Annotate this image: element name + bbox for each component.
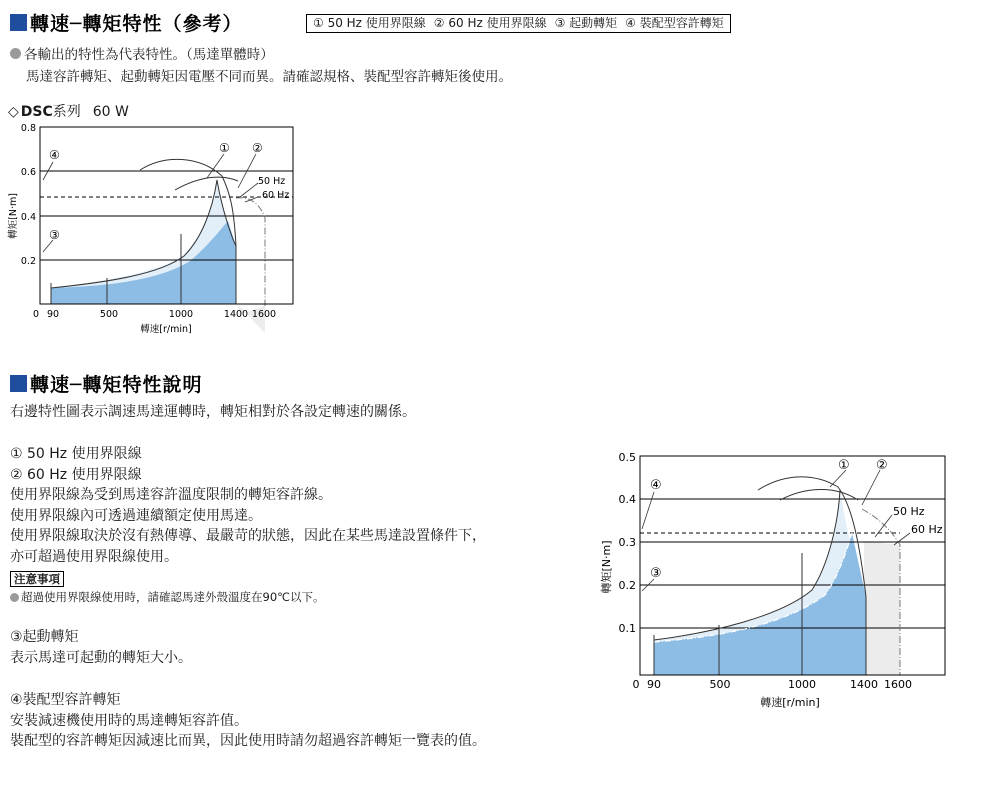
legend-box — [306, 14, 731, 33]
small-callout-3: ③ — [49, 228, 60, 242]
large-chart-plot — [640, 456, 945, 675]
large-curve-2 — [780, 489, 858, 500]
large-callout-2: ② — [876, 458, 888, 473]
large-label-60hz: 60 Hz — [911, 523, 943, 536]
title-square-icon — [10, 375, 27, 392]
large-x-tick-1000: 1000 — [788, 678, 816, 691]
small-leader-60hz — [245, 197, 258, 202]
small-x-tick-1000: 1000 — [168, 309, 194, 320]
start-torque-block — [10, 627, 192, 668]
large-y-tick-04: 0.4 — [618, 493, 636, 506]
small-x-tick-1400: 1400 — [223, 309, 249, 320]
large-x-axis-label: 轉速[r/min] — [760, 696, 820, 709]
gearhead-desc-1: 安裝減速機使用時的馬達轉矩容許值。 — [10, 712, 248, 729]
large-y-tick-02: 0.2 — [618, 579, 636, 592]
small-chart-plot — [40, 127, 293, 333]
small-x-axis-label: 轉速[r/min] — [140, 324, 192, 335]
section-title-characteristics — [10, 9, 242, 36]
limit-desc-2: 使用界限線內可透過連續額定使用馬達。 — [10, 507, 262, 524]
note-line-1 — [10, 43, 274, 63]
limit-desc-1: 使用界限線為受到馬達容許溫度限制的轉矩容許線。 — [10, 487, 332, 503]
large-torque-chart — [590, 445, 960, 715]
small-x-tick-0: 0 — [32, 309, 40, 320]
large-y-tick-03: 0.3 — [618, 536, 636, 549]
note-line-1-text: 各輸出的特性為代表特性。（馬達單體時） — [24, 47, 274, 63]
limit-desc-4: 亦可超過使用界限線使用。 — [10, 548, 178, 565]
item-50hz: ① 50 Hz 使用界限線 — [10, 446, 142, 462]
large-callout-1: ① — [838, 458, 850, 473]
large-gray-region — [864, 541, 900, 675]
caution-text: 超過使用界限線使用時，請確認馬達外殼溫度在90℃以下。 — [21, 590, 325, 604]
large-x-tick-1600: 1600 — [884, 678, 912, 691]
small-label-60hz: 60 Hz — [262, 190, 290, 201]
small-y-tick-08: 0.8 — [20, 123, 36, 134]
large-label-50hz: 50 Hz — [893, 505, 925, 518]
small-callout-4: ④ — [49, 148, 60, 162]
small-y-tick-06: 0.6 — [20, 167, 36, 178]
legend-item-50hz: ① 50 Hz 使用界限線 — [313, 16, 426, 30]
large-x-tick-90: 90 — [647, 678, 661, 691]
large-callout-4: ④ — [650, 478, 662, 493]
large-callout-3: ③ — [650, 566, 662, 581]
legend-item-60hz: ② 60 Hz 使用界限線 — [433, 16, 547, 30]
small-curve-2 — [175, 177, 238, 190]
note-line-2: 馬達容許轉矩、起動轉矩因電壓不同而異。請確認規格、裝配型容許轉矩後使用。 — [26, 69, 512, 85]
small-x-tick-1600: 1600 — [251, 309, 277, 320]
large-y-tick-01: 0.1 — [618, 622, 636, 635]
small-y-tick-04: 0.4 — [20, 212, 36, 223]
start-torque-desc: 表示馬達可起動的轉矩大小。 — [10, 649, 192, 666]
legend-item-gearhead: ④ 裝配型容許轉矩 — [625, 16, 724, 30]
caution-line — [10, 589, 486, 605]
item-start-torque: ③起動轉矩 — [10, 629, 79, 645]
small-torque-chart — [0, 118, 300, 340]
small-x-tick-500: 500 — [99, 309, 119, 320]
intro-text: 右邊特性圖表示調速馬達運轉時，轉矩相對於各設定轉速的關係。 — [10, 404, 416, 420]
item-gearhead: ④裝配型容許轉矩 — [10, 692, 121, 708]
small-leader-50hz — [240, 183, 258, 197]
small-leader-1 — [207, 154, 224, 178]
legend-item-start-torque: ③ 起動轉矩 — [554, 16, 618, 30]
large-x-tick-1400: 1400 — [850, 678, 878, 691]
diamond-icon: ◇ — [8, 104, 19, 120]
small-curve-gray — [236, 198, 265, 306]
bullet-dot-icon — [10, 593, 19, 602]
large-y-tick-05: 0.5 — [618, 451, 636, 464]
large-x-tick-500: 500 — [709, 678, 731, 691]
power-rating: 60 W — [92, 104, 129, 120]
caution-label: 注意事項 — [10, 571, 64, 587]
small-y-axis-label: 轉矩[N·m] — [8, 193, 19, 239]
limit-desc-3: 使用界限線取決於沒有熱傳導、最嚴苛的狀態，因此在某些馬達設置條件下， — [10, 528, 486, 544]
large-x-tick-0: 0 — [632, 678, 640, 691]
series-suffix: 系列 — [52, 104, 81, 120]
large-y-axis-label: 轉矩[N·m] — [600, 540, 613, 594]
item-60hz: ② 60 Hz 使用界限線 — [10, 466, 142, 483]
explanation-list — [10, 444, 486, 605]
gearhead-block — [10, 690, 486, 752]
large-leader-50hz — [875, 515, 892, 537]
small-callout-2: ② — [252, 141, 263, 155]
series-name: DSC — [20, 104, 53, 120]
gearhead-desc-2: 裝配型的容許轉矩因減速比而異，因此使用時請勿超過容許轉矩一覽表的值。 — [10, 733, 486, 749]
small-callout-1: ① — [219, 141, 230, 155]
small-y-tick-02: 0.2 — [20, 256, 36, 267]
title-square-icon — [10, 14, 27, 31]
section-title-explanation — [10, 370, 202, 397]
large-leader-2 — [862, 470, 880, 505]
large-leader-4 — [642, 492, 654, 529]
small-x-tick-90: 90 — [46, 309, 60, 320]
section-title-text: 轉速─轉矩特性（參考） — [30, 13, 243, 35]
explanation-title-text: 轉速─轉矩特性說明 — [30, 374, 203, 396]
bullet-dot-icon — [10, 48, 21, 59]
small-label-50hz: 50 Hz — [258, 176, 286, 187]
